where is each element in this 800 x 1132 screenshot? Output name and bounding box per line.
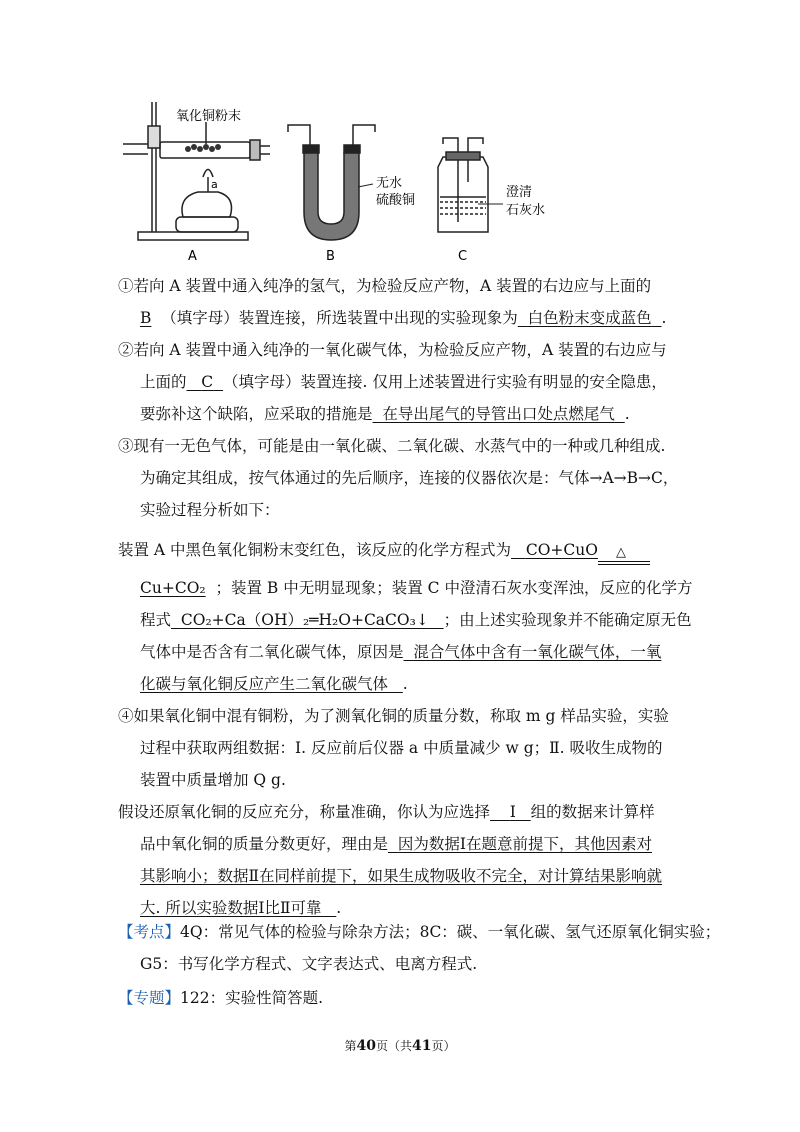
kaodian-tag: 【考点】 <box>118 923 181 941</box>
q4-text4b: 组的数据来计算样 <box>530 803 655 821</box>
q4-answer2a: 因为数据Ⅰ在题意前提下，其他因素对 <box>397 835 652 853</box>
zhuanti-tag: 【专题】 <box>118 989 181 1007</box>
q3-line7 <box>140 642 661 662</box>
label-c2: 石灰水 <box>506 203 546 218</box>
q2-text2b: （填字母）装置连接. 仅用上述装置进行实验有明显的安全隐患， <box>223 373 667 391</box>
q4-answer2b: 其影响小；数据Ⅱ在同样前提下，如果生成物吸收不完全，对计算结果影响就 <box>140 867 663 885</box>
q3-line5 <box>140 578 692 598</box>
label-a-small: a <box>211 178 218 191</box>
q3-line3: 实验过程分析如下： <box>140 501 280 519</box>
q3-line8 <box>140 674 408 694</box>
q4-answer1: Ⅰ <box>509 803 516 821</box>
zhuanti-line <box>118 988 323 1008</box>
label-b1: 无水 <box>376 176 403 191</box>
q2-line3 <box>140 404 630 424</box>
zhuanti-text: 122：实验性简答题. <box>180 989 324 1007</box>
label-c: C <box>458 249 468 264</box>
page-footer <box>0 1037 800 1054</box>
apparatus-figure <box>118 92 598 267</box>
kaodian-text1: 4Q：常见气体的检验与除杂方法；8C：碳、一氧化碳、氢气还原氧化铜实验； <box>180 923 721 941</box>
q3-text5b: ；装置 B 中无明显现象；装置 C 中澄清石灰水变浑浊，反应的化学方 <box>215 579 693 597</box>
q3-eq1-right: Cu+CO₂ <box>140 579 206 597</box>
q1-answer1: B <box>140 309 152 327</box>
footer-post: 页） <box>431 1039 456 1053</box>
label-a: A <box>188 249 197 264</box>
footer-mid: 页（共 <box>375 1039 412 1053</box>
q3-line2: 为确定其组成，按气体通过的先后顺序，连接的仪器依次是：气体→A→B→C， <box>140 469 679 487</box>
q3-text8b: . <box>402 675 408 693</box>
q2-text3b: . <box>624 405 630 423</box>
q3-answer3b: 化碳与氧化铜反应产生二氧化碳气体 <box>140 675 389 693</box>
q1-answer2: 白色粉末变成蓝色 <box>527 309 652 327</box>
footer-page: 40 <box>356 1038 376 1054</box>
q4-line1: ④如果氧化铜中混有铜粉，为了测氧化铜的质量分数，称取 m g 样品实验，实验 <box>118 707 669 725</box>
label-cuo: 氧化铜粉末 <box>176 109 242 124</box>
footer-total: 41 <box>412 1038 432 1054</box>
q3-line1: ③现有一无色气体，可能是由一氧化碳、二氧化碳、水蒸气中的一种或几种组成. <box>118 437 666 455</box>
q2-text2a: 上面的 <box>140 373 187 391</box>
q3-answer3a: 混合气体中含有一氧化碳气体，一氧 <box>413 643 662 661</box>
device-c <box>438 138 488 232</box>
q4-line7 <box>140 898 341 918</box>
q4-text5a: 品中氧化铜的质量分数更好，理由是 <box>140 835 389 853</box>
q3-text7a: 气体中是否含有二氧化碳气体，原因是 <box>140 643 404 661</box>
q3-text6a: 程式 <box>140 611 172 629</box>
q1-line1: ①若向 A 装置中通入纯净的氢气，为检验反应产物，A 装置的右边应与上面的 <box>118 277 652 295</box>
q4-line6 <box>140 866 662 886</box>
q4-line3: 装置中质量增加 Q g. <box>140 771 286 789</box>
q4-line4 <box>118 802 655 822</box>
q4-answer2c: 大. 所以实验数据Ⅰ比Ⅱ可靠 <box>140 899 322 917</box>
q1-line2 <box>140 308 666 328</box>
q4-line5 <box>140 834 652 854</box>
q2-answer2: 在导出尾气的导管出口处点燃尾气 <box>382 405 615 423</box>
q3-text4a: 装置 A 中黑色氧化铜粉末变红色，该反应的化学方程式为 <box>118 541 512 559</box>
q2-line2 <box>140 372 667 392</box>
q4-text4a: 假设还原氧化铜的反应充分，称量准确，你认为应选择 <box>118 803 491 821</box>
q3-eq1-left: CO+CuO <box>525 541 598 559</box>
q4-line2: 过程中获取两组数据：Ⅰ. 反应前后仪器 a 中质量减少 w g；Ⅱ. 吸收生成物的 <box>140 739 663 757</box>
q3-eq2: CO₂+Ca（OH）₂═H₂O+CaCO₃↓ <box>180 611 429 629</box>
q3-text6b: ；由上述实验现象并不能确定原无色 <box>443 611 692 629</box>
q2-answer1: C <box>201 373 214 391</box>
kaodian-line1 <box>118 922 720 942</box>
q1-text2a: （填字母）装置连接，所选装置中出现的实验现象为 <box>161 309 518 327</box>
label-b: B <box>326 249 335 264</box>
q3-line6 <box>140 610 692 630</box>
footer-pre: 第 <box>344 1039 357 1053</box>
q1-text2b: . <box>661 309 667 327</box>
q4-text8b: . <box>336 899 342 917</box>
label-c1: 澄清 <box>506 185 533 200</box>
q2-line1: ②若向 A 装置中通入纯净的一氧化碳气体，为检验反应产物，A 装置的右边应与 <box>118 341 667 359</box>
q2-text3a: 要弥补这个缺陷，应采取的措施是 <box>140 405 373 423</box>
label-b2: 硫酸铜 <box>376 193 416 208</box>
q3-line4: 装置 A 中黑色氧化铜粉末变红色，该反应的化学方程式为 CO+CuO △ <box>118 540 650 560</box>
kaodian-line2: G5：书写化学方程式、文字表达式、电离方程式. <box>140 955 478 973</box>
device-b <box>288 125 375 240</box>
